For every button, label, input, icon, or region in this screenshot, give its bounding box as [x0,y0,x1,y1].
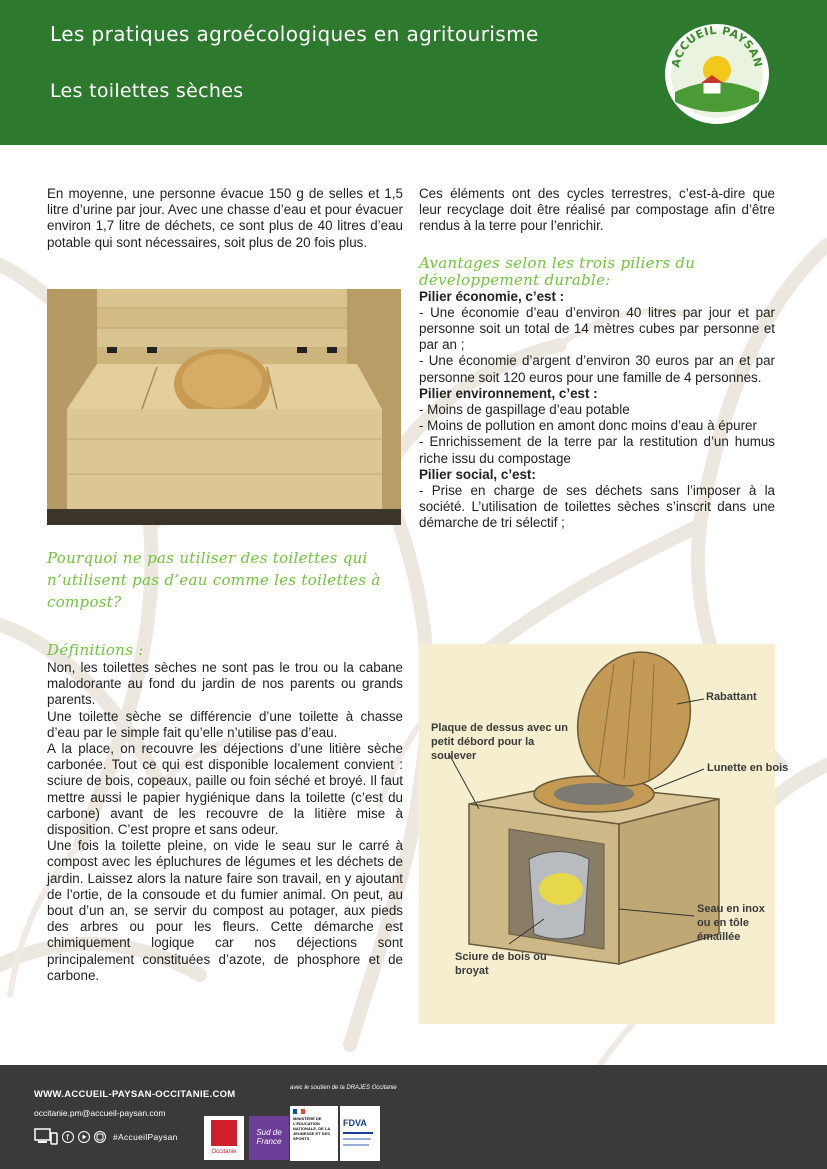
question-block [47,547,403,613]
occitanie-region-logo: Occitanie [204,1116,244,1160]
question-heading: Pourquoi ne pas utiliser des toilettes qui n’utilisent pas d’eau comme les toilettes à compost? [47,549,381,611]
page-title: Les pratiques agroécologiques en agritourisme [50,22,539,46]
logo-text: ACCUEIL PAYSAN [669,23,765,69]
diagram-label-rabattant: Rabattant [706,691,757,703]
pillar-environment-item-2: - Moins de pollution en amont donc moins d’eau à épurer [419,418,757,434]
page-subtitle: Les toilettes sèches [50,80,244,102]
left-intro-paragraph: En moyenne, une personne évacue 150 g de selles et 1,5 litre d’urine par jour. Avec une chasse d’eau et pour évacuer environ 1,7 litre de déchets, ce sont plus de 40 litres d’eau potable qui sont nécessaires, soit plus de 20 fois plus. [47,186,403,250]
pillar-social-title: Pilier social, c’est: [419,466,536,482]
facebook-icon[interactable] [62,1131,74,1143]
left-intro-block [47,186,403,251]
advantages-heading: Avantages selon les trois piliers du développement durable: [419,253,696,289]
sud-de-france-logo: Sud de France [249,1116,289,1160]
pillar-economy-title: Pilier économie, c’est : [419,288,565,304]
definitions-heading: Définitions : [47,641,144,659]
definitions-paragraph-1: Non, les toilettes sèches ne sont pas le trou ou la cabane malodorante au fond du jardin de nos parents ou grands parents. [47,660,403,708]
footer-email-link[interactable]: occitanie.pm@accueil-paysan.com [34,1108,166,1118]
fdva-logo: FDVA [340,1106,380,1161]
accueil-paysan-logo [663,22,771,126]
diagram-label-seau: Seau en inox ou en tôle émaillée [697,903,765,943]
definitions-paragraph-4: Une fois la toilette pleine, on vide le seau sur le carré à compost avec les épluchures de légumes et les déchets de jardin. Laissez alors la nature faire son travail, en y ajoutant de l’ortie, de la consoude et du fumier animal. On peut, au bout d’un an, se servir du compost au potager, aux pieds des arbres ou pour les fleurs. Cette démarche est chimiquement logique car nos déjections sont principalement constituées d’azote, de phosphore et de carbone. [47,838,403,983]
footer-website-link[interactable]: WWW.ACCUEIL-PAYSAN-OCCITANIE.COM [34,1089,236,1100]
pillar-economy-item-1: - Une économie d’eau d’environ 40 litres par jour et par personne soit un total de 14 mètres cubes par personne et par an ; [419,304,775,353]
footer-support-text: avec le soutien de la DRAJES Occitanie [290,1085,397,1091]
pillar-environment-item-3: - Enrichissement de la terre par la restitution d’un humus riche issu du compostage [419,434,775,466]
pillar-economy-item-2: - Une économie d’argent d’environ 30 euros par an et par personne soit 120 euros pour une famille de 4 personnes. [419,353,775,385]
definitions-block [47,640,403,984]
instagram-icon[interactable] [94,1131,106,1143]
dry-toilet-diagram [419,644,789,1024]
page-header [0,0,827,145]
right-column [419,186,775,532]
youtube-icon[interactable] [78,1131,90,1143]
definitions-paragraph-3: A la place, on recouvre les déjections d’une litière sèche carbonée. Tout ce qui est disponible localement convient : sciure de bois, copeaux, paille ou foin séché et broyé. Il faut mettre aussi le papier hygiénique dans la toilette (c’est du carbone) avant de les recouvre de la litière mise à disposition. C’est propre et sans odeur. [47,741,403,838]
svg-text:f: f [66,1133,70,1142]
pillar-social-item-1: - Prise en charge de ses déchets sans l’imposer à la société. L’utilisation de toilettes sèches s’inscrit dans une démarche de tri sélectif ; [419,483,775,531]
dry-toilet-photo [47,289,401,525]
page-footer [0,1065,827,1169]
ministere-education-logo: MINISTÈRE DE L’ÉDUCATION NATIONALE, DE LA JEUNESSE ET DES SPORTS [290,1106,338,1161]
diagram-label-lunette: Lunette en bois [707,762,789,774]
right-intro-paragraph: Ces éléments ont des cycles terrestres, c’est-à-dire que leur recyclage doit être réalisé par compostage afin d’être rendus à la terre pour l’enrichir. [419,186,775,234]
definitions-paragraph-2: Une toilette sèche se différencie d’une toilette à chasse d’eau par le simple fait qu’elle n’utilise pas d’eau. [47,708,403,740]
pillar-environment-item-1: - Moins de gaspillage d’eau potable [419,402,630,418]
pillar-environment-title: Pilier environnement, c’est : [419,385,598,401]
diagram-label-plaque: Plaque de dessus avec un petit débord pour la soulever [431,722,568,762]
footer-hashtag: #AccueilPaysan [113,1132,178,1142]
diagram-label-sciure: Sciure de bois ou broyat [455,951,547,977]
devices-icon [34,1127,58,1147]
